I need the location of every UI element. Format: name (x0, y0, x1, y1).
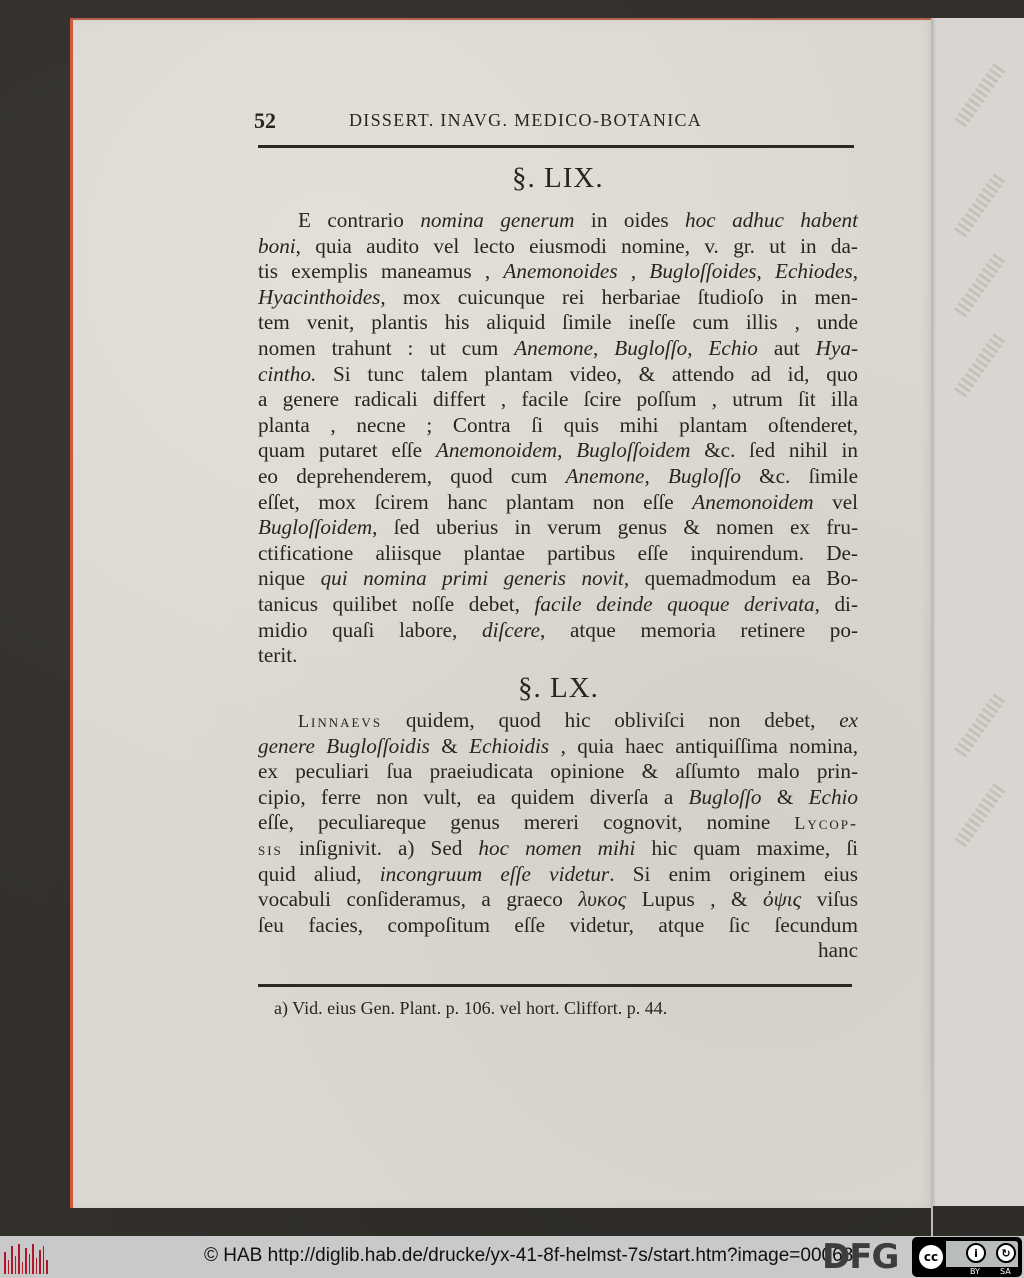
handwriting-mark (954, 62, 1006, 127)
footnote: a) Vid. eius Gen. Plant. p. 106. vel hort. Cliffort. p. 44. (274, 998, 668, 1018)
text-line: eo deprehenderem, quod cum Anemone, Bugloſſo &c. ſimile (258, 463, 858, 488)
text-line: planta , necne ; Contra ſi quis mihi plantam oſtenderet, (258, 412, 858, 437)
text-line: quid aliud, incongruum eſſe videtur. Si enim originem eius (258, 861, 858, 886)
text-line: E contrario nomina generum in oides hoc adhuc habent (298, 208, 858, 232)
page-number: 52 (254, 108, 276, 133)
share-alike-icon: ↻ (996, 1243, 1016, 1263)
dfg-logo[interactable]: DFG (822, 1237, 899, 1277)
text-line: nique qui nomina primi generis novit, quemadmodum ea Bo- (258, 566, 858, 591)
sa-label: SA (1000, 1267, 1011, 1276)
text-line: eſſet, mox ſcirem hanc plantam non eſſe Anemonoidem vel (258, 489, 858, 514)
text-line: tem venit, plantis his aliquid ſimile ineſſe cum illis , unde (258, 310, 858, 335)
text-line: ex peculiari ſua praeiudicata opinione & aſſumto malo prin- (258, 759, 858, 784)
hab-logo-icon[interactable] (4, 1242, 48, 1274)
footer-bar (0, 1236, 1024, 1278)
text-line: tanicus quilibet noſſe debet, facile deinde quoque derivata, di- (258, 591, 858, 616)
text-line: eſſe, peculiareque genus mereri cognovit, nomine Lycop- (258, 810, 858, 835)
header-rule (258, 145, 854, 148)
text-line: cipio, ferre non vult, ea quidem diverſa a Bugloſſo & Echio (258, 784, 859, 809)
cc-icon: cc (916, 1242, 946, 1272)
next-leaf-bleedthrough (933, 18, 1024, 1206)
text-line: hanc (818, 938, 858, 963)
handwriting-mark (954, 332, 1006, 397)
section-lix-text (258, 208, 858, 669)
handwriting-mark (954, 172, 1006, 237)
handwriting-mark (954, 252, 1006, 317)
section-lx-text (258, 708, 858, 964)
text-line: genere Bugloſſoidis & Echioidis , quia haec antiquiſſima nomina, (258, 733, 858, 758)
text-line: tis exemplis maneamus , Anemonoides , Bugloſſoides, Echiodes, (258, 259, 858, 284)
text-line: boni, quia audito vel lecto eiusmodi nomine, v. gr. ut in da- (258, 233, 858, 258)
attribution-person-icon: i (966, 1243, 986, 1263)
text-line: Bugloſſoidem, ſed uberius in verum genus & nomen ex fru- (258, 515, 858, 540)
text-line: cintho. Si tunc talem plantam video, & attendo ad id, quo (258, 361, 858, 386)
text-line: quam putaret eſſe Anemonoidem, Bugloſſoidem &c. ſed nihil in (258, 438, 858, 463)
by-label: BY (970, 1267, 980, 1276)
section-title-lx: §. LX. (518, 672, 599, 704)
text-line: a genere radicali differt , facile ſcire poſſum , utrum ſit illa (258, 387, 858, 412)
section-title-lix: §. LIX. (512, 162, 604, 194)
handwriting-mark (954, 692, 1006, 757)
running-title: DISSERT. INAVG. MEDICO-BOTANICA (349, 110, 703, 130)
running-head (254, 108, 854, 138)
text-line: vocabuli conſideramus, a graeco λυκος Lupus , & ὀψις viſus (258, 887, 858, 912)
text-line: ſeu facies, compoſitum eſſe videtur, atque ſic ſecundum (258, 912, 858, 937)
text-line: sis inſignivit. a) Sed hoc nomen mihi hic quam maxime, ſi (258, 835, 858, 860)
footnote-rule (258, 984, 852, 987)
text-line: Hyacinthoides, mox cuicunque rei herbariae ſtudioſo in men- (258, 284, 858, 309)
text-line: nomen trahunt : ut cum Anemone, Bugloſſo, Echio aut Hya- (258, 335, 859, 360)
handwriting-mark (954, 782, 1006, 847)
copyright-link[interactable]: © HAB http://diglib.hab.de/drucke/yx-41-8f-helmst-7s/start.htm?image=00068 (204, 1245, 854, 1266)
cc-by-sa-license-badge[interactable] (912, 1237, 1022, 1277)
text-line: ctificatione aliisque plantae partibus eſſe inquirendum. De- (258, 540, 858, 565)
text-line: terit. (258, 643, 298, 668)
text-line: midio quaſi labore, diſcere, atque memoria retinere po- (258, 617, 858, 642)
text-line: Linnaevs quidem, quod hic obliviſci non debet, ex (298, 708, 858, 732)
